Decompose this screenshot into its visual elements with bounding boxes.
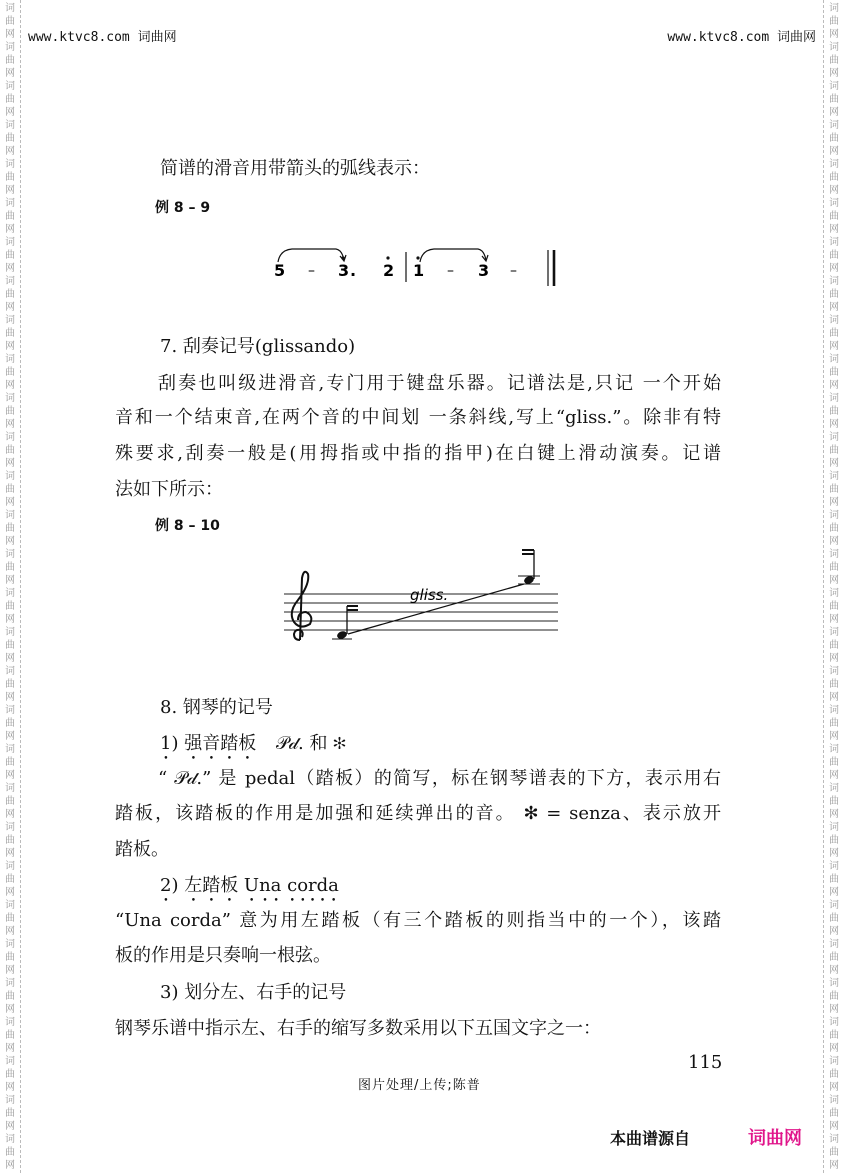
site-url-right[interactable]: www.ktvc8.com 词曲网 (667, 30, 816, 45)
high-dot (341, 256, 344, 259)
note-flag (522, 550, 534, 554)
dash: – (308, 263, 315, 279)
glide-arc (278, 249, 344, 262)
watermark-text: 词曲网词曲网词曲网词曲网词曲网词曲网词曲网词曲网词曲网词曲网词曲网词曲网词曲网词曲网词曲网词曲网词曲网词曲网词曲网词曲网词曲网词曲网词曲网词曲网词曲网词曲网词曲网词曲网词曲网词曲网 (5, 3, 15, 1171)
note: 3 (478, 261, 490, 280)
paragraph-line: “Una corda” 意为用左踏板（有三个踏板的则指当中的一个），该踏 (115, 910, 721, 931)
credit-line: 图片处理/上传;陈普 (358, 1078, 481, 1093)
paragraph-line: “ 𝒫𝒹.” 是 pedal（踏板）的简写，标在钢琴谱表的下方，表示用右 (158, 768, 721, 789)
right-watermark-strip (823, 0, 844, 1173)
high-dot (416, 256, 419, 259)
paragraph-line: 法如下所示： (115, 479, 223, 500)
item-2-title: 2) 左踏板 Una corda (160, 875, 339, 896)
note: 1 (413, 261, 425, 280)
high-dot (386, 256, 389, 259)
paragraph-line: 踏板，该踏板的作用是加强和延续弹出的音。 ✻ = senza、表示放开 (115, 803, 721, 824)
note: 3 (338, 261, 350, 280)
augmentation-dot: . (350, 261, 357, 280)
glide-arc (420, 249, 486, 262)
paragraph-line: 钢琴乐谱中指示左、右手的缩写多数采用以下五国文字之一： (115, 1018, 601, 1039)
section-7-title: 7. 刮奏记号(glissando) (160, 336, 356, 357)
site-url-left[interactable]: www.ktvc8.com 词曲网 (28, 30, 177, 45)
jianpu-notation (270, 238, 570, 294)
left-watermark-strip (0, 0, 21, 1173)
gliss-label: gliss. (410, 586, 449, 604)
source-label: 本曲谱源自 (610, 1129, 691, 1148)
watermark-text: 词曲网词曲网词曲网词曲网词曲网词曲网词曲网词曲网词曲网词曲网词曲网词曲网词曲网词曲网词曲网词曲网词曲网词曲网词曲网词曲网词曲网词曲网词曲网词曲网词曲网词曲网词曲网词曲网词曲网词曲网 (829, 3, 839, 1171)
note: 5 (274, 261, 286, 280)
brand-logo[interactable]: 词曲网 (748, 1128, 802, 1149)
note: 2 (383, 261, 395, 280)
pedal-symbols: 𝒫𝒹. 和 ✻ (275, 733, 346, 754)
item-3-title: 3) 划分左、右手的记号 (160, 982, 347, 1003)
page-number: 115 (688, 1052, 723, 1073)
paragraph-line: 音和一个结束音,在两个音的中间划 一条斜线,写上“gliss.”。除非有特 (115, 407, 721, 428)
paragraph-line: 踏板。 (115, 839, 169, 860)
item-1-title (160, 733, 346, 764)
section-8-title: 8. 钢琴的记号 (160, 697, 273, 718)
dash: – (510, 263, 517, 279)
intro-text: 简谱的滑音用带箭头的弧线表示： (160, 158, 430, 179)
paragraph-line: 板的作用是只奏响一根弦。 (115, 945, 331, 966)
note-flag (347, 606, 358, 610)
item-1-title-text: 1) 强音踏板 (160, 733, 257, 754)
paragraph-line: 刮奏也叫级进滑音,专门用于键盘乐器。记谱法是,只记 一个开始 (158, 373, 721, 394)
example-label: 例 8 – 10 (155, 518, 220, 534)
example-label: 例 8 – 9 (155, 200, 211, 216)
glissando-staff (278, 540, 568, 650)
dash: – (447, 263, 454, 279)
paragraph-line: 殊要求,刮奏一般是(用拇指或中指的指甲)在白键上滑动演奏。记谱 (115, 443, 721, 464)
